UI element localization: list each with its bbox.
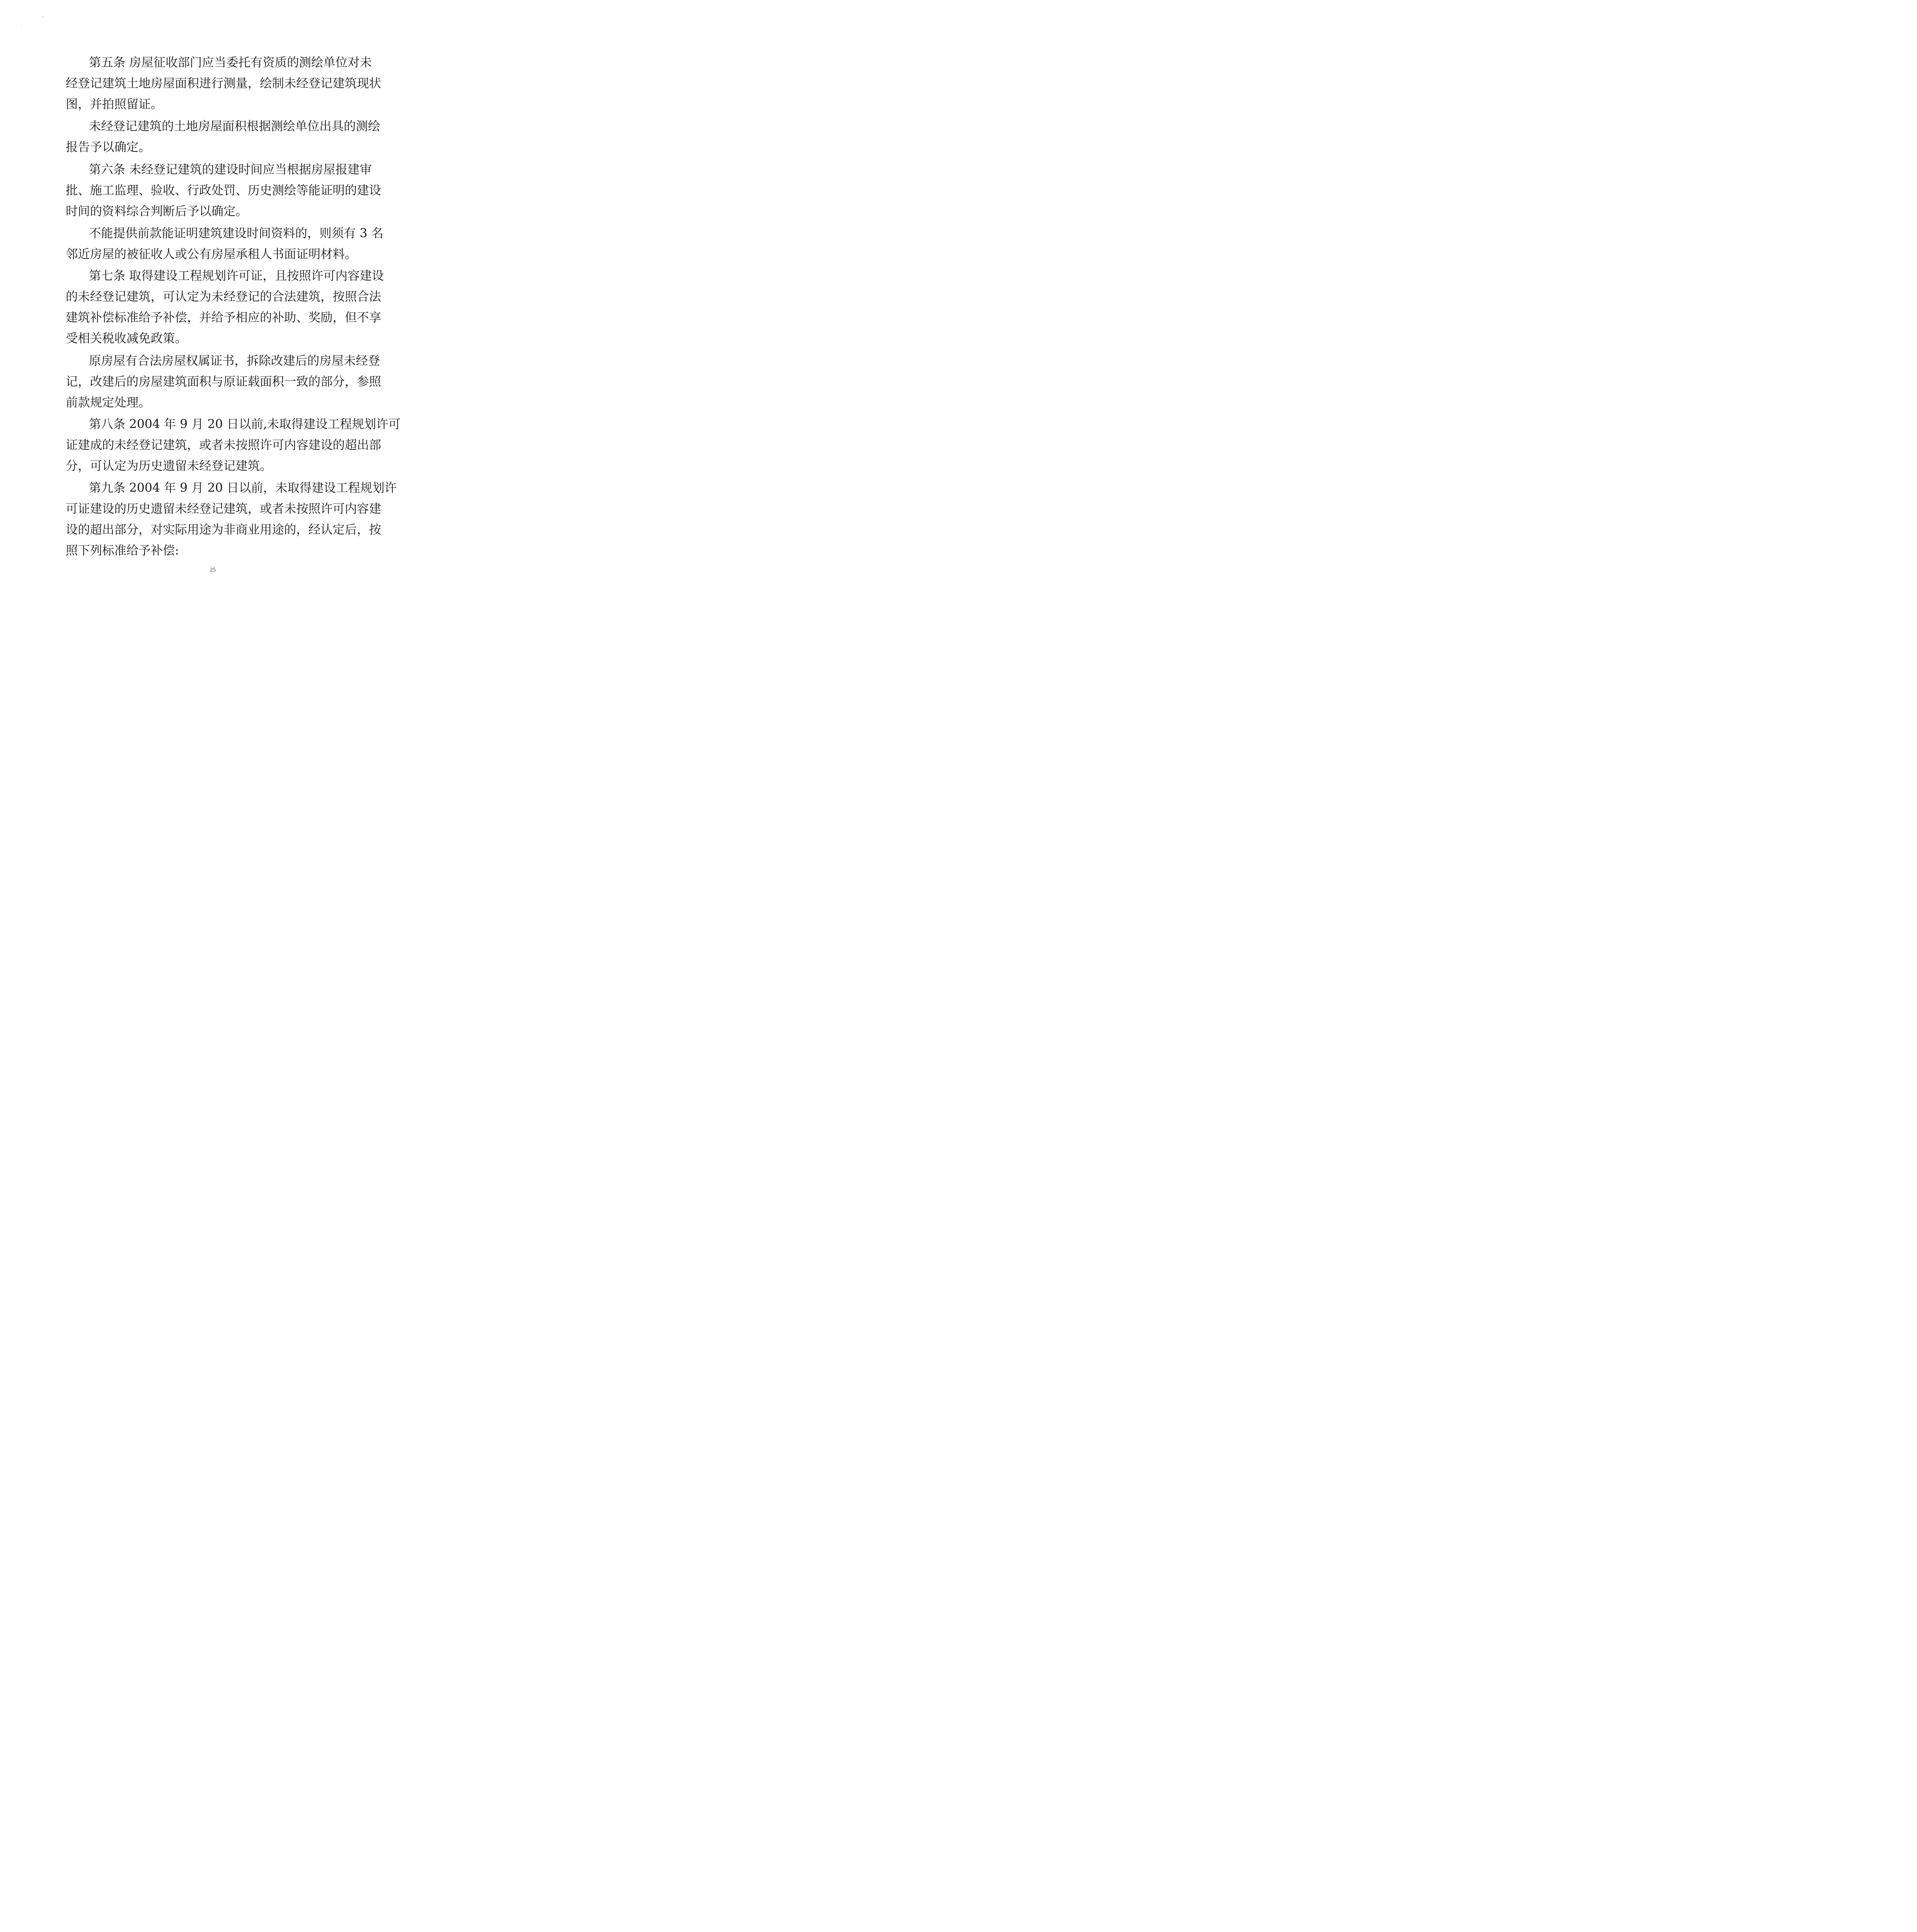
paragraph-line: 经登记建筑土地房屋面积进行测量，绘制未经登记建筑现状 <box>66 77 381 90</box>
paragraph-line: 证建成的未经登记建筑，或者未按照许可内容建设的超出部 <box>66 438 381 452</box>
paragraph-line: 设的超出部分，对实际用途为非商业用途的，经认定后，按 <box>66 523 381 537</box>
paragraph-line: 的未经登记建筑，可认定为未经登记的合法建筑，按照合法 <box>66 290 381 304</box>
paragraph-line: 分，可认定为历史遗留未经登记建筑。 <box>66 459 272 473</box>
paragraph-line: 建筑补偿标准给予补偿，并给予相应的补助、奖励，但不享 <box>66 311 381 325</box>
paragraph-line: 原房屋有合法房屋权属证书，拆除改建后的房屋未经登 <box>89 354 380 368</box>
paragraph-line: 不能提供前款能证明建筑建设时间资料的，则须有 3 名 <box>89 226 383 240</box>
paragraph-line: 报告予以确定。 <box>66 140 151 154</box>
paragraph-line: 时间的资料综合判断后予以确定。 <box>66 204 248 218</box>
paragraph-line: 未经登记建筑的土地房屋面积根据测绘单位出具的测绘 <box>89 119 380 133</box>
paragraph-line: 第五条 房屋征收部门应当委托有资质的测绘单位对未 <box>89 56 372 70</box>
paragraph-line: 照下列标准给予补偿: <box>66 544 179 558</box>
paragraph-line: 第七条 取得建设工程规划许可证，且按照许可内容建设 <box>89 269 384 283</box>
paragraph-line: 第八条 2004 年 9 月 20 日以前,未取得建设工程规划许可 <box>89 417 401 431</box>
document-page <box>0 0 426 602</box>
paragraph-line: 图，并拍照留证。 <box>66 97 163 111</box>
page-number: 25 <box>210 567 216 573</box>
paragraph-line: 第九条 2004 年 9 月 20 日以前，未取得建设工程规划许 <box>89 481 397 495</box>
paragraph-line: 前款规定处理。 <box>66 396 151 410</box>
paragraph-line: 受相关税收减免政策。 <box>66 332 187 345</box>
paragraph-line: 第六条 未经登记建筑的建设时间应当根据房屋报建审 <box>89 163 372 177</box>
paragraph-line: 记，改建后的房屋建筑面积与原证载面积一致的部分，参照 <box>66 375 381 389</box>
paragraph-line: 可证建设的历史遗留未经登记建筑，或者未按照许可内容建 <box>66 502 381 516</box>
paragraph-line: 邻近房屋的被征收人或公有房屋承租人书面证明材料。 <box>66 247 357 261</box>
paragraph-line: 批、施工监理、验收、行政处罚、历史测绘等能证明的建设 <box>66 184 381 197</box>
